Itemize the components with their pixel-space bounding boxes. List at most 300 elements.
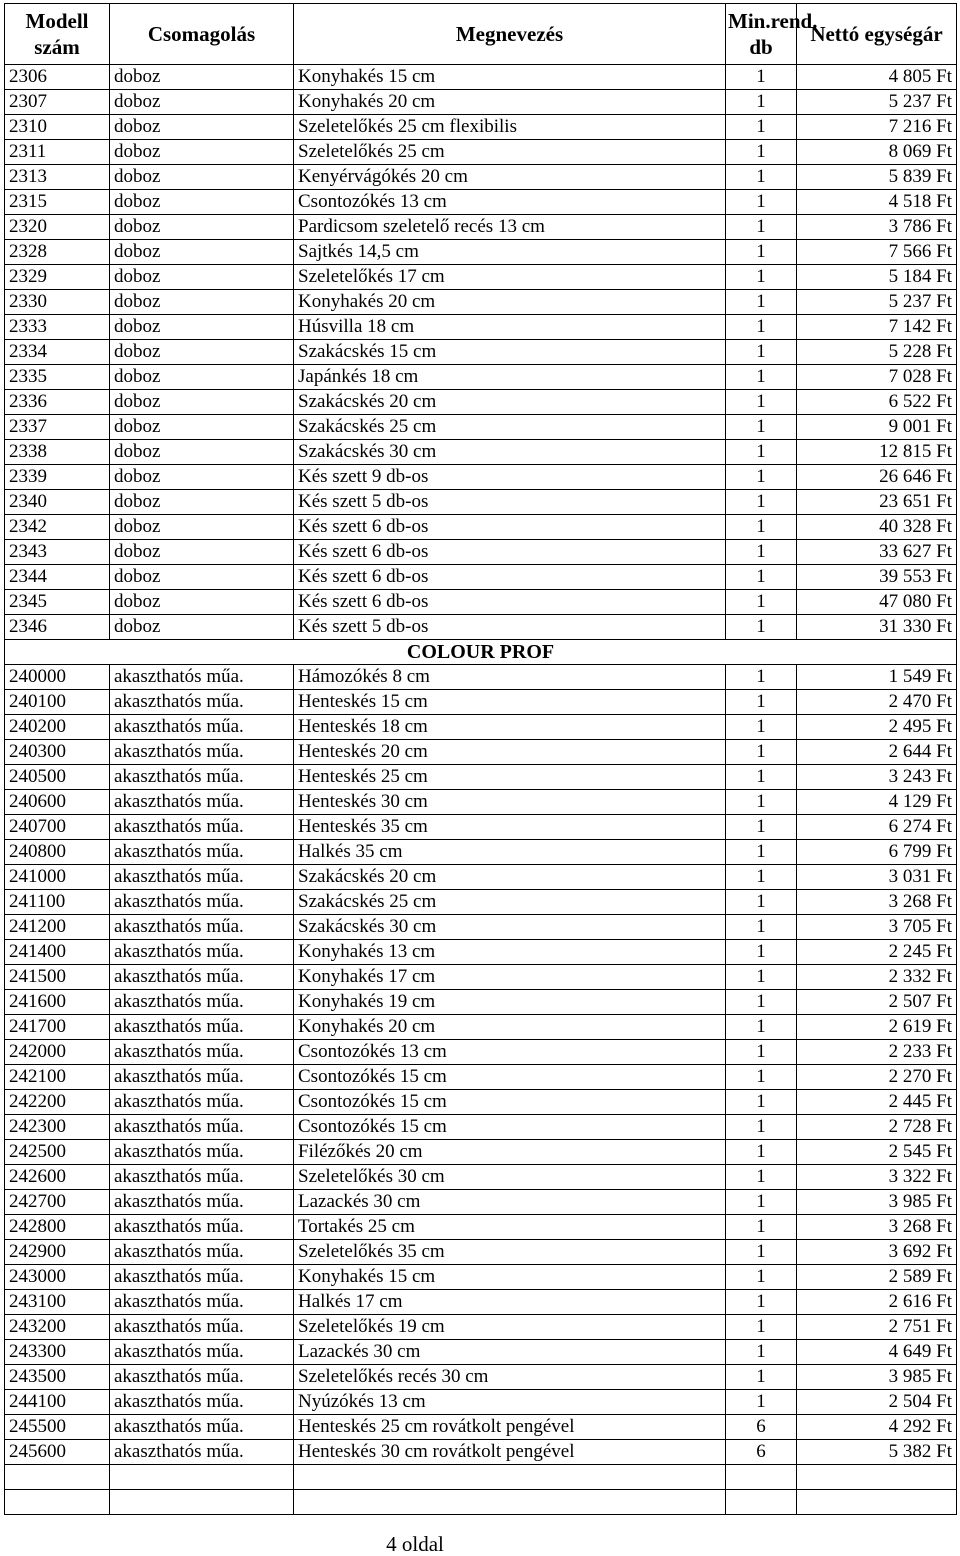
cell-min-order: 1 <box>726 140 797 165</box>
table-row <box>5 315 957 340</box>
cell-net-price: 3 268 Ft <box>797 1215 957 1240</box>
cell-net-price: 3 692 Ft <box>797 1240 957 1265</box>
cell-min-order: 1 <box>726 740 797 765</box>
empty-cell <box>797 1465 957 1490</box>
cell-net-price: 2 470 Ft <box>797 690 957 715</box>
cell-name: Kés szett 6 db-os <box>294 540 726 565</box>
table-row <box>5 290 957 315</box>
cell-net-price: 2 507 Ft <box>797 990 957 1015</box>
cell-model: 241000 <box>5 865 110 890</box>
cell-packaging: doboz <box>110 315 294 340</box>
cell-packaging: doboz <box>110 415 294 440</box>
cell-net-price: 3 786 Ft <box>797 215 957 240</box>
cell-net-price: 2 245 Ft <box>797 940 957 965</box>
cell-net-price: 3 243 Ft <box>797 765 957 790</box>
cell-min-order: 1 <box>726 1140 797 1165</box>
cell-net-price: 26 646 Ft <box>797 465 957 490</box>
cell-name: Csontozókés 15 cm <box>294 1090 726 1115</box>
cell-net-price: 2 619 Ft <box>797 1015 957 1040</box>
table-row <box>5 140 957 165</box>
table-row <box>5 665 957 690</box>
cell-min-order: 1 <box>726 1115 797 1140</box>
cell-packaging: akaszthatós műa. <box>110 815 294 840</box>
cell-net-price: 3 322 Ft <box>797 1165 957 1190</box>
cell-name: Lazackés 30 cm <box>294 1190 726 1215</box>
cell-min-order: 1 <box>726 440 797 465</box>
cell-net-price: 5 228 Ft <box>797 340 957 365</box>
cell-name: Szeletelőkés 17 cm <box>294 265 726 290</box>
cell-packaging: akaszthatós műa. <box>110 790 294 815</box>
cell-packaging: akaszthatós műa. <box>110 690 294 715</box>
cell-model: 245500 <box>5 1415 110 1440</box>
cell-name: Szakácskés 20 cm <box>294 865 726 890</box>
cell-min-order: 1 <box>726 1040 797 1065</box>
table-row <box>5 440 957 465</box>
cell-model: 2307 <box>5 90 110 115</box>
cell-name: Szeletelőkés recés 30 cm <box>294 1365 726 1390</box>
table-row <box>5 1165 957 1190</box>
cell-model: 242700 <box>5 1190 110 1215</box>
table-row <box>5 540 957 565</box>
cell-net-price: 7 142 Ft <box>797 315 957 340</box>
cell-model: 242100 <box>5 1065 110 1090</box>
cell-net-price: 4 805 Ft <box>797 65 957 90</box>
cell-net-price: 1 549 Ft <box>797 665 957 690</box>
cell-name: Szeletelőkés 25 cm <box>294 140 726 165</box>
header-name: Megnevezés <box>294 4 726 65</box>
cell-min-order: 1 <box>726 265 797 290</box>
table-row <box>5 190 957 215</box>
table-row <box>5 865 957 890</box>
cell-packaging: akaszthatós műa. <box>110 1065 294 1090</box>
cell-packaging: akaszthatós műa. <box>110 1165 294 1190</box>
cell-packaging: akaszthatós műa. <box>110 1290 294 1315</box>
table-row <box>5 415 957 440</box>
cell-min-order: 1 <box>726 390 797 415</box>
cell-name: Kés szett 6 db-os <box>294 515 726 540</box>
cell-min-order: 1 <box>726 590 797 615</box>
cell-net-price: 33 627 Ft <box>797 540 957 565</box>
cell-name: Tortakés 25 cm <box>294 1215 726 1240</box>
cell-name: Csontozókés 15 cm <box>294 1115 726 1140</box>
empty-cell <box>797 1490 957 1515</box>
cell-model: 240300 <box>5 740 110 765</box>
cell-net-price: 9 001 Ft <box>797 415 957 440</box>
cell-model: 2329 <box>5 265 110 290</box>
cell-name: Sajtkés 14,5 cm <box>294 240 726 265</box>
price-list-table <box>4 3 957 1515</box>
empty-row <box>5 1465 957 1490</box>
cell-model: 240100 <box>5 690 110 715</box>
cell-model: 2337 <box>5 415 110 440</box>
cell-model: 243500 <box>5 1365 110 1390</box>
table-row <box>5 1415 957 1440</box>
table-row <box>5 1315 957 1340</box>
cell-name: Szeletelőkés 19 cm <box>294 1315 726 1340</box>
table-row <box>5 165 957 190</box>
cell-min-order: 1 <box>726 815 797 840</box>
cell-min-order: 1 <box>726 1065 797 1090</box>
table-row <box>5 590 957 615</box>
cell-min-order: 1 <box>726 465 797 490</box>
cell-model: 242200 <box>5 1090 110 1115</box>
cell-packaging: akaszthatós műa. <box>110 765 294 790</box>
table-row <box>5 340 957 365</box>
cell-packaging: doboz <box>110 390 294 415</box>
cell-packaging: akaszthatós műa. <box>110 1015 294 1040</box>
table-row <box>5 1090 957 1115</box>
table-row <box>5 740 957 765</box>
empty-cell <box>726 1465 797 1490</box>
cell-net-price: 40 328 Ft <box>797 515 957 540</box>
cell-net-price: 4 518 Ft <box>797 190 957 215</box>
cell-name: Szakácskés 30 cm <box>294 440 726 465</box>
cell-name: Kés szett 5 db-os <box>294 490 726 515</box>
cell-net-price: 2 495 Ft <box>797 715 957 740</box>
cell-model: 243200 <box>5 1315 110 1340</box>
cell-name: Hámozókés 8 cm <box>294 665 726 690</box>
cell-name: Konyhakés 17 cm <box>294 965 726 990</box>
cell-packaging: akaszthatós műa. <box>110 1340 294 1365</box>
cell-packaging: doboz <box>110 590 294 615</box>
cell-name: Szakácskés 30 cm <box>294 915 726 940</box>
cell-packaging: doboz <box>110 465 294 490</box>
cell-min-order: 1 <box>726 315 797 340</box>
cell-min-order: 1 <box>726 940 797 965</box>
cell-name: Kenyérvágókés 20 cm <box>294 165 726 190</box>
cell-net-price: 5 184 Ft <box>797 265 957 290</box>
cell-net-price: 2 270 Ft <box>797 1065 957 1090</box>
table-row <box>5 1190 957 1215</box>
table-row <box>5 615 957 640</box>
cell-model: 242500 <box>5 1140 110 1165</box>
cell-min-order: 1 <box>726 65 797 90</box>
cell-min-order: 1 <box>726 340 797 365</box>
cell-min-order: 1 <box>726 1315 797 1340</box>
cell-min-order: 1 <box>726 715 797 740</box>
table-row <box>5 365 957 390</box>
cell-model: 2306 <box>5 65 110 90</box>
cell-min-order: 1 <box>726 990 797 1015</box>
cell-min-order: 1 <box>726 1090 797 1115</box>
cell-name: Kés szett 9 db-os <box>294 465 726 490</box>
table-row <box>5 1040 957 1065</box>
cell-net-price: 6 522 Ft <box>797 390 957 415</box>
cell-min-order: 1 <box>726 965 797 990</box>
cell-net-price: 23 651 Ft <box>797 490 957 515</box>
section-title: COLOUR PROF <box>5 640 957 665</box>
cell-packaging: doboz <box>110 340 294 365</box>
cell-packaging: akaszthatós műa. <box>110 1215 294 1240</box>
cell-packaging: doboz <box>110 615 294 640</box>
cell-name: Nyúzókés 13 cm <box>294 1390 726 1415</box>
cell-name: Henteskés 30 cm <box>294 790 726 815</box>
cell-packaging: doboz <box>110 190 294 215</box>
table-row <box>5 1115 957 1140</box>
cell-model: 242600 <box>5 1165 110 1190</box>
cell-name: Konyhakés 15 cm <box>294 65 726 90</box>
cell-model: 2334 <box>5 340 110 365</box>
table-row <box>5 1340 957 1365</box>
cell-packaging: akaszthatós műa. <box>110 840 294 865</box>
table-row <box>5 90 957 115</box>
cell-packaging: doboz <box>110 165 294 190</box>
cell-packaging: akaszthatós műa. <box>110 1190 294 1215</box>
cell-packaging: akaszthatós műa. <box>110 1415 294 1440</box>
cell-model: 241200 <box>5 915 110 940</box>
cell-packaging: akaszthatós műa. <box>110 990 294 1015</box>
cell-name: Halkés 17 cm <box>294 1290 726 1315</box>
table-row <box>5 690 957 715</box>
cell-model: 241400 <box>5 940 110 965</box>
cell-model: 2338 <box>5 440 110 465</box>
cell-name: Filézőkés 20 cm <box>294 1140 726 1165</box>
cell-min-order: 1 <box>726 1215 797 1240</box>
table-row <box>5 1290 957 1315</box>
cell-net-price: 7 566 Ft <box>797 240 957 265</box>
table-row <box>5 940 957 965</box>
cell-model: 2311 <box>5 140 110 165</box>
cell-packaging: akaszthatós műa. <box>110 890 294 915</box>
cell-name: Csontozókés 13 cm <box>294 1040 726 1065</box>
table-row <box>5 790 957 815</box>
empty-row <box>5 1490 957 1515</box>
cell-min-order: 1 <box>726 615 797 640</box>
cell-net-price: 3 268 Ft <box>797 890 957 915</box>
cell-net-price: 7 028 Ft <box>797 365 957 390</box>
cell-name: Henteskés 15 cm <box>294 690 726 715</box>
cell-net-price: 31 330 Ft <box>797 615 957 640</box>
table-row <box>5 390 957 415</box>
table-row <box>5 890 957 915</box>
cell-min-order: 1 <box>726 1190 797 1215</box>
cell-model: 244100 <box>5 1390 110 1415</box>
cell-packaging: akaszthatós műa. <box>110 1440 294 1465</box>
cell-min-order: 1 <box>726 1365 797 1390</box>
cell-min-order: 1 <box>726 365 797 390</box>
cell-packaging: akaszthatós műa. <box>110 1240 294 1265</box>
cell-min-order: 1 <box>726 540 797 565</box>
table-row <box>5 490 957 515</box>
cell-model: 2339 <box>5 465 110 490</box>
cell-model: 240800 <box>5 840 110 865</box>
cell-name: Konyhakés 20 cm <box>294 290 726 315</box>
cell-min-order: 1 <box>726 1165 797 1190</box>
cell-name: Csontozókés 13 cm <box>294 190 726 215</box>
cell-packaging: akaszthatós műa. <box>110 940 294 965</box>
empty-cell <box>5 1490 110 1515</box>
cell-min-order: 1 <box>726 1015 797 1040</box>
cell-min-order: 1 <box>726 1390 797 1415</box>
cell-packaging: akaszthatós műa. <box>110 1140 294 1165</box>
cell-packaging: akaszthatós műa. <box>110 665 294 690</box>
empty-cell <box>110 1490 294 1515</box>
table-row <box>5 1240 957 1265</box>
cell-min-order: 1 <box>726 1340 797 1365</box>
cell-model: 240500 <box>5 765 110 790</box>
cell-name: Lazackés 30 cm <box>294 1340 726 1365</box>
cell-name: Henteskés 25 cm rovátkolt pengével <box>294 1415 726 1440</box>
cell-min-order: 1 <box>726 765 797 790</box>
cell-net-price: 3 031 Ft <box>797 865 957 890</box>
cell-min-order: 6 <box>726 1440 797 1465</box>
cell-name: Konyhakés 19 cm <box>294 990 726 1015</box>
table-row <box>5 465 957 490</box>
cell-model: 243000 <box>5 1265 110 1290</box>
cell-net-price: 2 589 Ft <box>797 1265 957 1290</box>
table-row <box>5 1015 957 1040</box>
empty-cell <box>294 1465 726 1490</box>
cell-name: Szeletelőkés 35 cm <box>294 1240 726 1265</box>
cell-name: Halkés 35 cm <box>294 840 726 865</box>
table-row <box>5 990 957 1015</box>
cell-net-price: 3 705 Ft <box>797 915 957 940</box>
table-body <box>5 65 957 1515</box>
table-row <box>5 265 957 290</box>
cell-name: Henteskés 25 cm <box>294 765 726 790</box>
empty-cell <box>110 1465 294 1490</box>
table-row <box>5 1440 957 1465</box>
cell-net-price: 3 985 Ft <box>797 1365 957 1390</box>
cell-packaging: doboz <box>110 490 294 515</box>
cell-min-order: 1 <box>726 240 797 265</box>
empty-cell <box>726 1490 797 1515</box>
table-row <box>5 965 957 990</box>
cell-min-order: 1 <box>726 890 797 915</box>
empty-cell <box>294 1490 726 1515</box>
cell-net-price: 4 292 Ft <box>797 1415 957 1440</box>
cell-packaging: akaszthatós műa. <box>110 1115 294 1140</box>
cell-packaging: akaszthatós műa. <box>110 740 294 765</box>
cell-min-order: 1 <box>726 865 797 890</box>
table-row <box>5 1265 957 1290</box>
cell-net-price: 5 839 Ft <box>797 165 957 190</box>
cell-name: Henteskés 18 cm <box>294 715 726 740</box>
cell-min-order: 1 <box>726 690 797 715</box>
cell-net-price: 8 069 Ft <box>797 140 957 165</box>
cell-min-order: 1 <box>726 215 797 240</box>
cell-net-price: 2 728 Ft <box>797 1115 957 1140</box>
cell-packaging: akaszthatós műa. <box>110 1265 294 1290</box>
table-row <box>5 715 957 740</box>
table-row <box>5 1390 957 1415</box>
cell-min-order: 1 <box>726 415 797 440</box>
table-row <box>5 215 957 240</box>
table-row <box>5 1065 957 1090</box>
table-row <box>5 1140 957 1165</box>
cell-name: Húsvilla 18 cm <box>294 315 726 340</box>
cell-model: 2330 <box>5 290 110 315</box>
cell-net-price: 2 545 Ft <box>797 1140 957 1165</box>
cell-model: 2345 <box>5 590 110 615</box>
cell-name: Csontozókés 15 cm <box>294 1065 726 1090</box>
cell-min-order: 1 <box>726 290 797 315</box>
header-packaging: Csomagolás <box>110 4 294 65</box>
cell-name: Japánkés 18 cm <box>294 365 726 390</box>
header-model: Modell szám <box>5 4 110 65</box>
cell-net-price: 6 799 Ft <box>797 840 957 865</box>
cell-packaging: doboz <box>110 265 294 290</box>
cell-name: Konyhakés 20 cm <box>294 90 726 115</box>
cell-min-order: 1 <box>726 1290 797 1315</box>
cell-min-order: 1 <box>726 490 797 515</box>
header-min-order: Min.rend. db <box>726 4 797 65</box>
cell-min-order: 1 <box>726 915 797 940</box>
cell-packaging: doboz <box>110 240 294 265</box>
cell-model: 240000 <box>5 665 110 690</box>
table-row <box>5 815 957 840</box>
cell-model: 243300 <box>5 1340 110 1365</box>
cell-packaging: akaszthatós műa. <box>110 1390 294 1415</box>
cell-min-order: 1 <box>726 190 797 215</box>
page-number: 4 oldal <box>386 1532 444 1556</box>
cell-model: 241600 <box>5 990 110 1015</box>
cell-net-price: 4 649 Ft <box>797 1340 957 1365</box>
cell-net-price: 2 504 Ft <box>797 1390 957 1415</box>
cell-min-order: 6 <box>726 1415 797 1440</box>
header-row <box>5 4 957 65</box>
cell-model: 2315 <box>5 190 110 215</box>
cell-name: Szakácskés 15 cm <box>294 340 726 365</box>
cell-packaging: akaszthatós műa. <box>110 965 294 990</box>
cell-name: Kés szett 6 db-os <box>294 590 726 615</box>
cell-packaging: doboz <box>110 365 294 390</box>
table-row <box>5 515 957 540</box>
table-row <box>5 915 957 940</box>
cell-min-order: 1 <box>726 90 797 115</box>
cell-min-order: 1 <box>726 565 797 590</box>
table-row <box>5 1215 957 1240</box>
cell-name: Henteskés 20 cm <box>294 740 726 765</box>
cell-model: 242800 <box>5 1215 110 1240</box>
cell-min-order: 1 <box>726 165 797 190</box>
cell-min-order: 1 <box>726 1265 797 1290</box>
cell-min-order: 1 <box>726 665 797 690</box>
cell-model: 2336 <box>5 390 110 415</box>
cell-net-price: 5 237 Ft <box>797 290 957 315</box>
cell-packaging: doboz <box>110 515 294 540</box>
cell-model: 2344 <box>5 565 110 590</box>
cell-net-price: 6 274 Ft <box>797 815 957 840</box>
cell-packaging: akaszthatós műa. <box>110 1090 294 1115</box>
cell-packaging: doboz <box>110 540 294 565</box>
cell-name: Henteskés 30 cm rovátkolt pengével <box>294 1440 726 1465</box>
cell-packaging: doboz <box>110 565 294 590</box>
cell-packaging: doboz <box>110 440 294 465</box>
cell-name: Kés szett 6 db-os <box>294 565 726 590</box>
cell-net-price: 47 080 Ft <box>797 590 957 615</box>
cell-model: 245600 <box>5 1440 110 1465</box>
cell-packaging: doboz <box>110 290 294 315</box>
table-row <box>5 765 957 790</box>
table-row <box>5 565 957 590</box>
cell-model: 242000 <box>5 1040 110 1065</box>
cell-packaging: doboz <box>110 115 294 140</box>
cell-net-price: 2 616 Ft <box>797 1290 957 1315</box>
cell-min-order: 1 <box>726 790 797 815</box>
cell-packaging: doboz <box>110 65 294 90</box>
cell-model: 2346 <box>5 615 110 640</box>
cell-net-price: 5 237 Ft <box>797 90 957 115</box>
cell-net-price: 2 751 Ft <box>797 1315 957 1340</box>
cell-packaging: doboz <box>110 90 294 115</box>
table-row <box>5 840 957 865</box>
cell-model: 2313 <box>5 165 110 190</box>
cell-model: 240200 <box>5 715 110 740</box>
cell-net-price: 39 553 Ft <box>797 565 957 590</box>
cell-name: Pardicsom szeletelő recés 13 cm <box>294 215 726 240</box>
empty-cell <box>5 1465 110 1490</box>
